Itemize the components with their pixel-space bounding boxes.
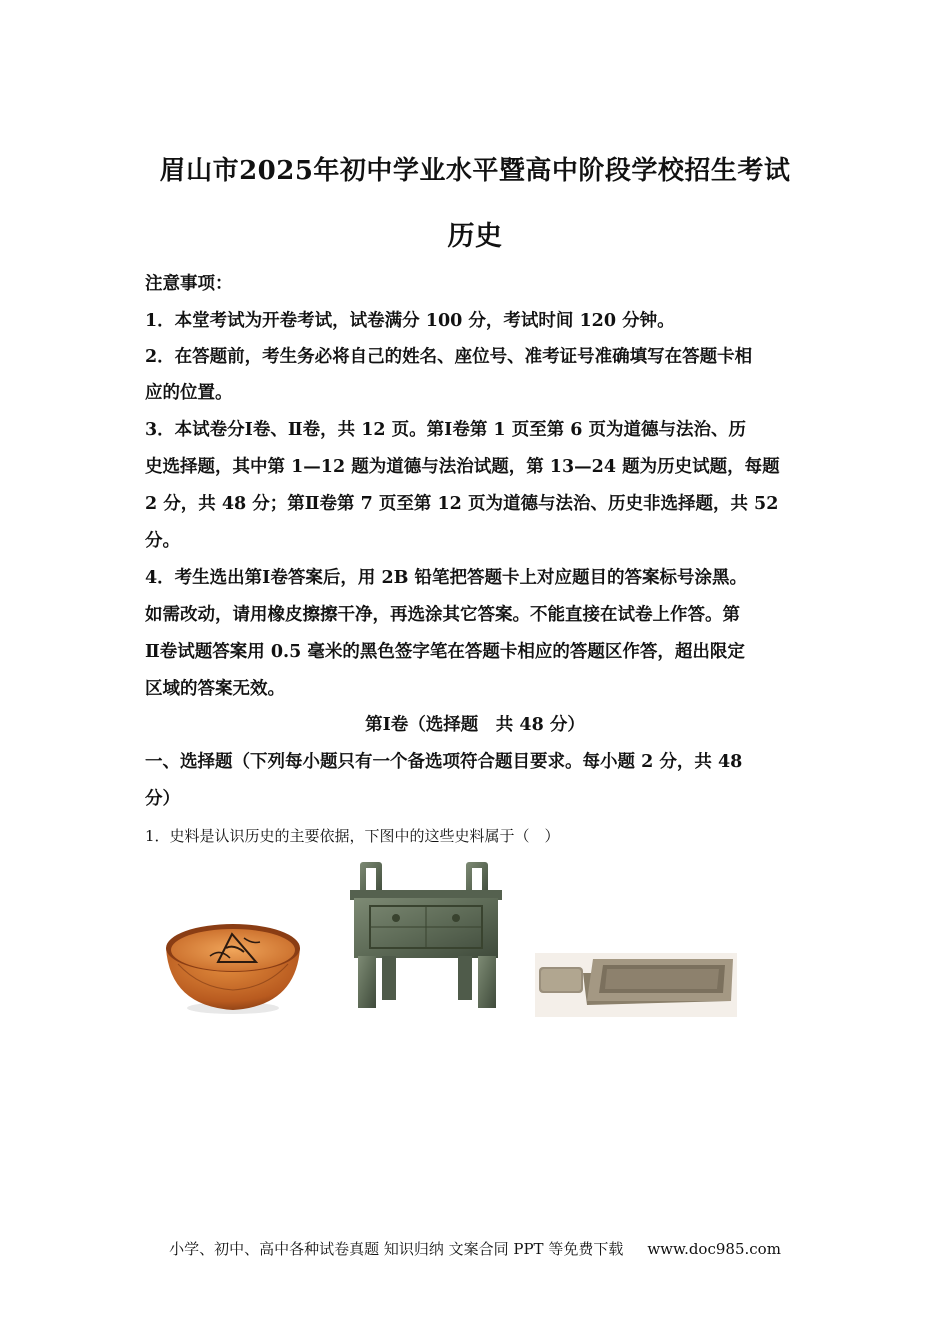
notice-line: 4．考生选出第Ⅰ卷答案后，用 2B 铅笔把答题卡上对应题目的答案标号涂黑。: [145, 568, 748, 588]
bronze-ding-vessel-image: [346, 852, 508, 1016]
section-instruction: 分）: [145, 789, 180, 809]
notice-line: 史选择题，其中第 1—12 题为道德与法治试题，第 13—24 题为历史试题，每题: [145, 457, 780, 477]
section-instruction: 一、选择题（下列每小题只有一个备选项符合题目要求。每小题 2 分，共 48: [145, 752, 743, 772]
section-title: 第Ⅰ卷（选择题 共 48 分）: [365, 715, 585, 735]
painted-pottery-bowl-image: [160, 918, 306, 1016]
exam-title: 眉山市2025年初中学业水平暨高中阶段学校招生考试: [159, 156, 791, 186]
notice-line: 1．本堂考试为开卷考试，试卷满分 100 分，考试时间 120 分钟。: [145, 311, 675, 331]
footer: [0, 1238, 950, 1259]
notice-line: 3．本试卷分Ⅰ卷、Ⅱ卷，共 12 页。第Ⅰ卷第 1 页至第 6 页为道德与法治、历: [145, 420, 747, 440]
stone-inkstone-image: [535, 953, 737, 1017]
footer-text: 小学、初中、高中各种试卷真题 知识归纳 文案合同 PPT 等免费下载: [169, 1240, 624, 1258]
footer-url[interactable]: www.doc985.com: [647, 1240, 781, 1258]
notice-line: 应的位置。: [145, 383, 233, 403]
notice-heading: 注意事项：: [145, 274, 233, 294]
subject-title: 历史: [447, 221, 503, 252]
notice-line: 区域的答案无效。: [145, 679, 285, 699]
notice-line: 如需改动，请用橡皮擦擦干净，再选涂其它答案。不能直接在试卷上作答。第: [145, 605, 740, 625]
notice-line: 2 分，共 48 分；第Ⅱ卷第 7 页至第 12 页为道德与法治、历史非选择题，共 52: [145, 494, 779, 514]
notice-line: 2．在答题前，考生务必将自己的姓名、座位号、准考证号准确填写在答题卡相: [145, 347, 753, 367]
notice-line: 分。: [145, 531, 180, 551]
notice-line: Ⅱ卷试题答案用 0.5 毫米的黑色签字笔在答题卡相应的答题区作答，超出限定: [145, 642, 745, 662]
question-1-text: 1．史料是认识历史的主要依据，下图中的这些史料属于（ ）: [145, 827, 560, 845]
